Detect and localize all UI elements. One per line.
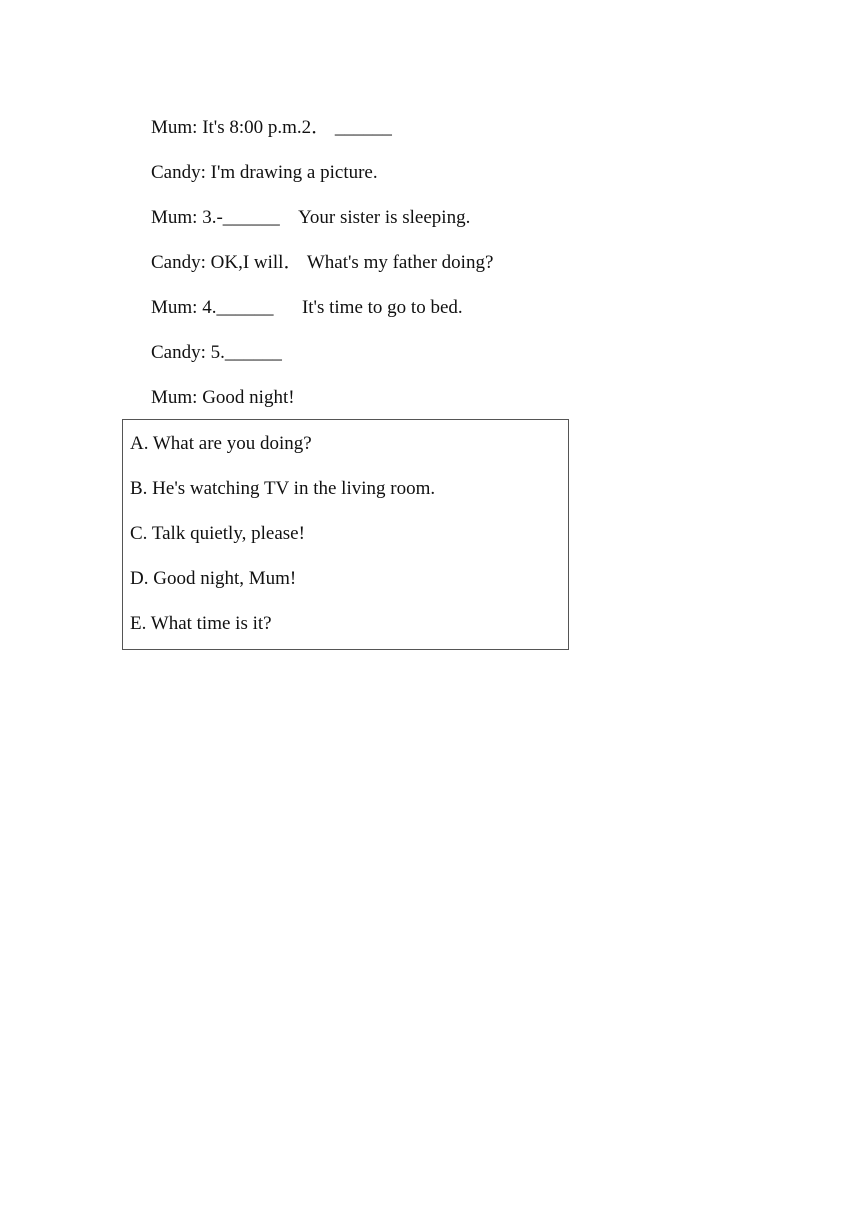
dialogue-line: Mum: It's 8:00 p.m.2． ______ (151, 117, 392, 138)
option-c: C. Talk quietly, please! (130, 523, 305, 544)
dialogue-section (151, 113, 751, 428)
dialogue-line: Candy: I'm drawing a picture. (151, 162, 378, 183)
option-a: A. What are you doing? (130, 433, 312, 454)
dialogue-line: Candy: 5.______ (151, 342, 282, 363)
option-b: B. He's watching TV in the living room. (130, 478, 436, 499)
dialogue-line: Mum: 3.-______ Your sister is sleeping. (151, 207, 471, 228)
dialogue-line: Candy: OK,I will． What's my father doing? (151, 252, 494, 273)
answer-options-list (130, 429, 435, 654)
answer-options-box (122, 419, 569, 650)
dialogue-line: Mum: 4.______ It's time to go to bed. (151, 297, 463, 318)
option-e: E. What time is it? (130, 613, 272, 634)
option-d: D. Good night, Mum! (130, 568, 297, 589)
dialogue-line: Mum: Good night! (151, 387, 295, 408)
